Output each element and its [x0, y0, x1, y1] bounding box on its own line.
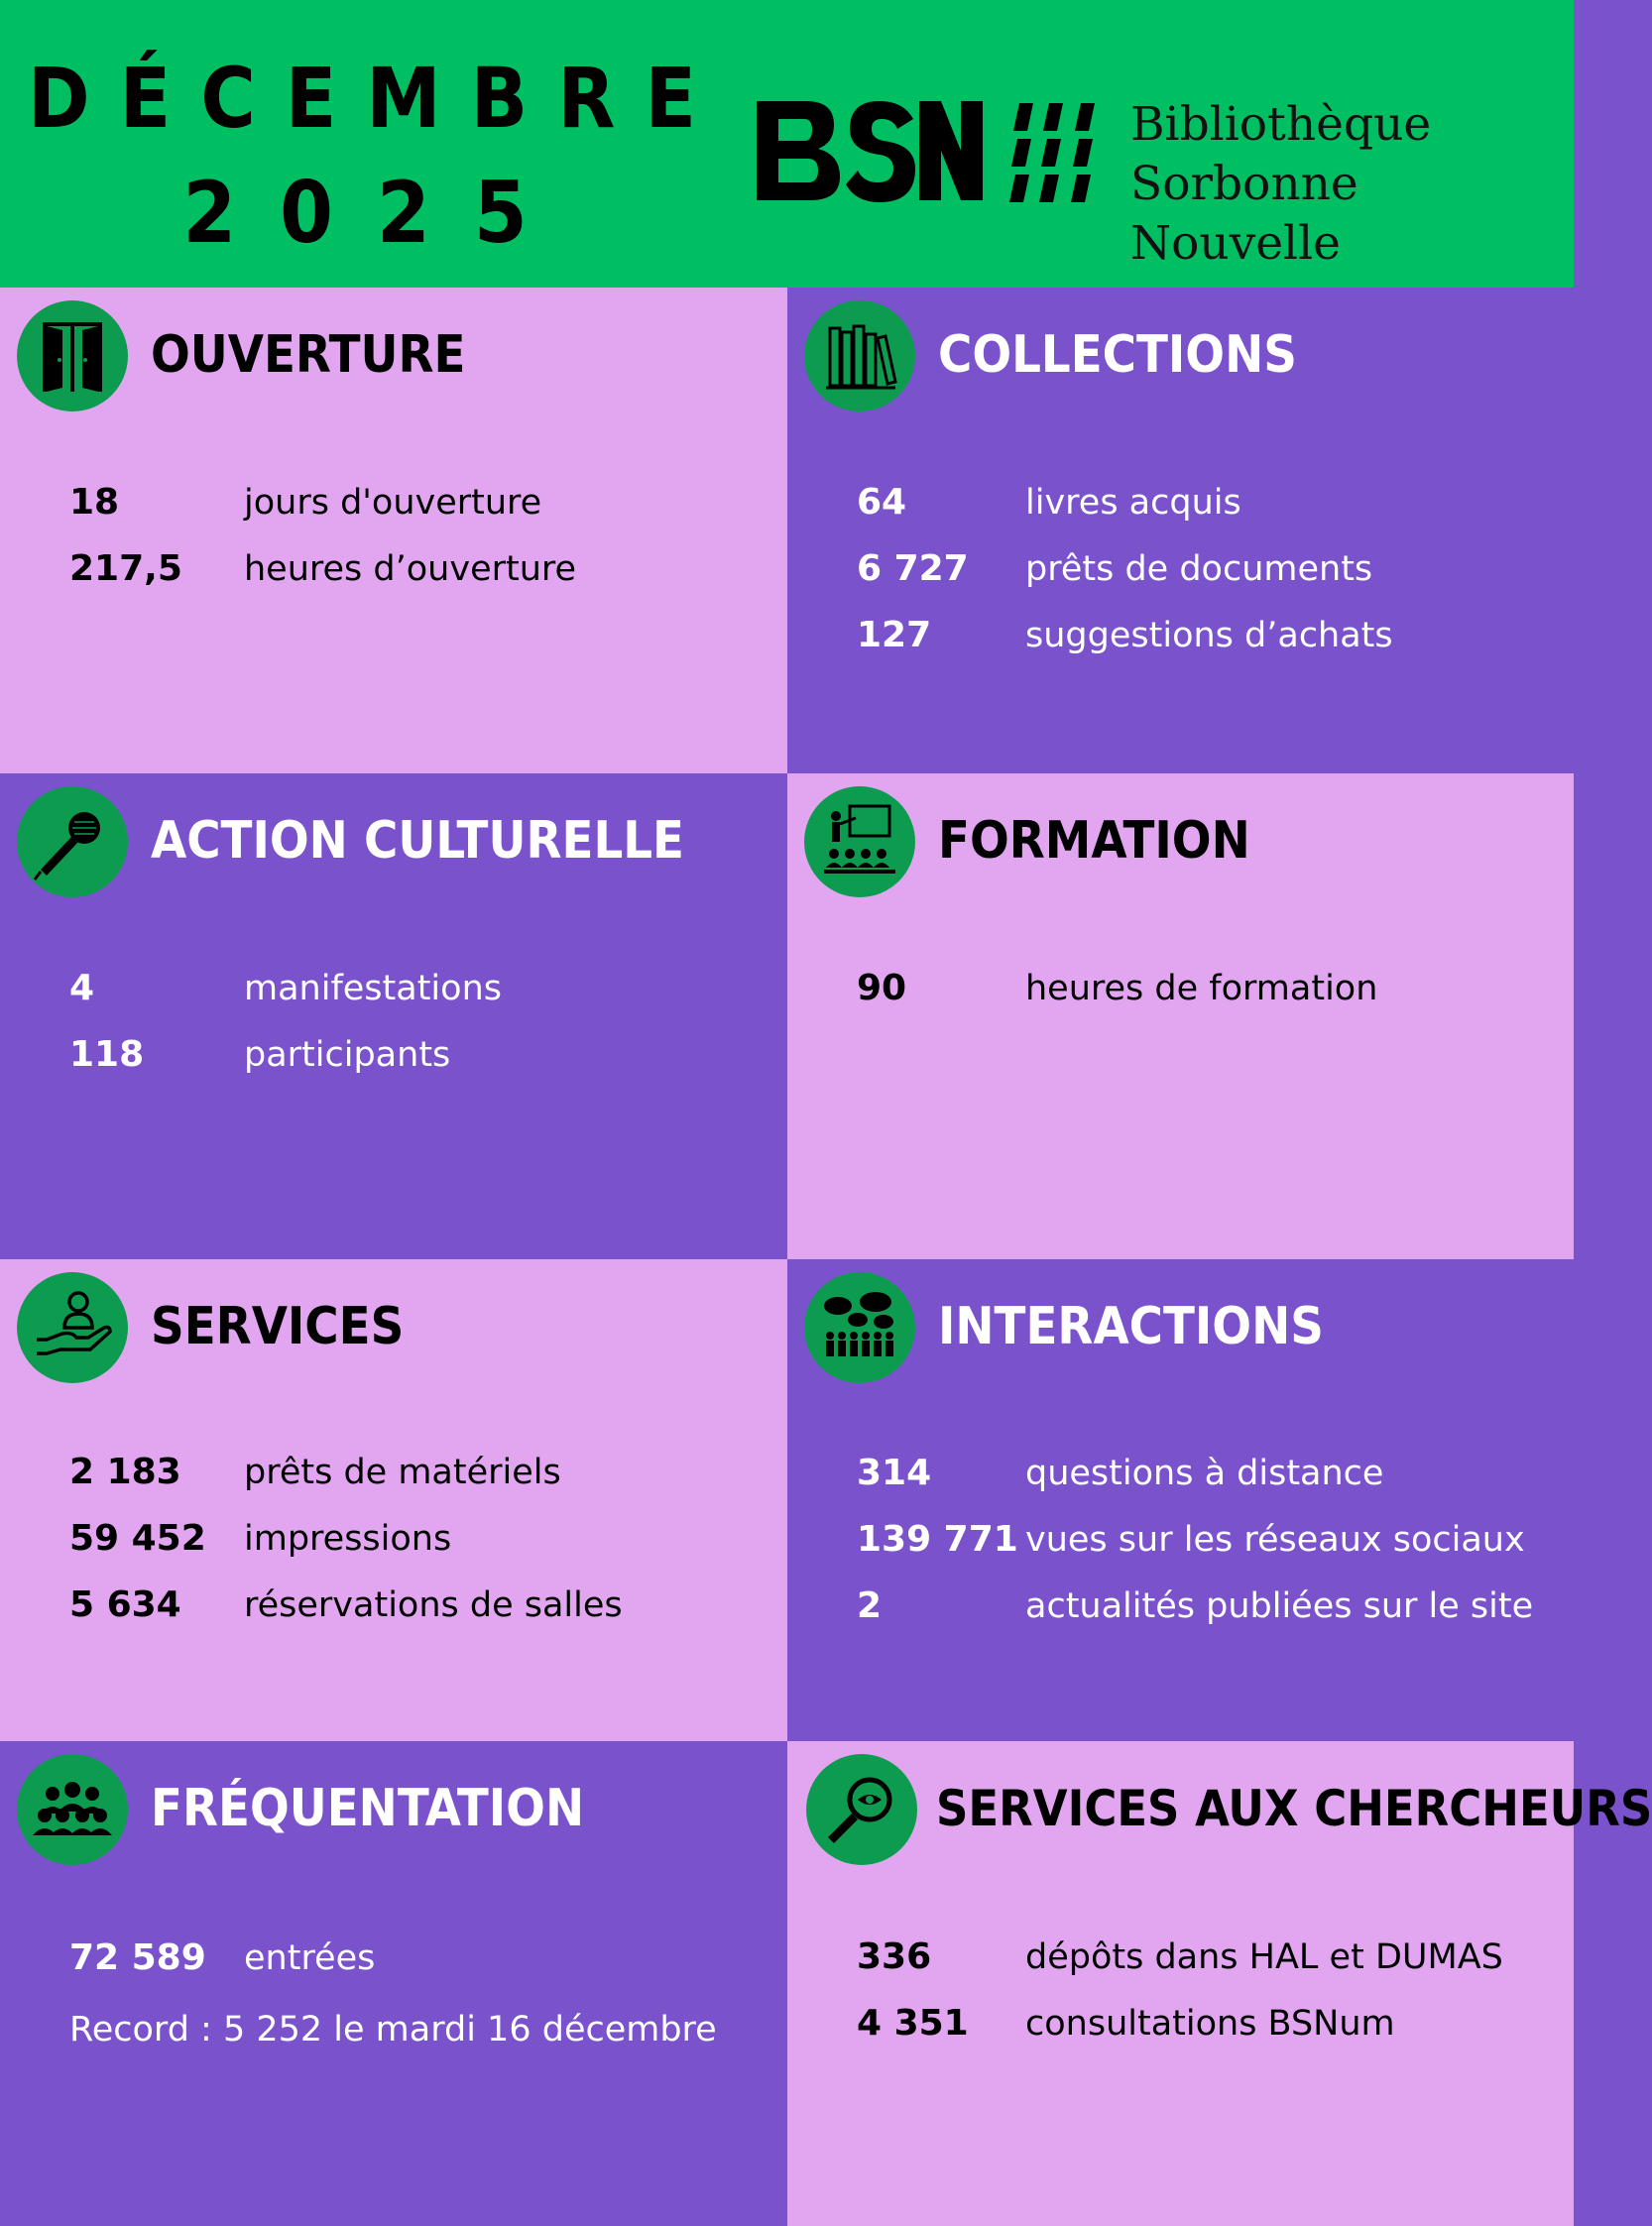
section-interactions	[787, 1259, 1574, 1745]
stat-row	[787, 539, 1575, 599]
section-collections	[787, 288, 1574, 773]
stat-value: 18	[69, 482, 120, 523]
stat-value: 4	[69, 968, 95, 1008]
stat-value: 72 589	[69, 1937, 206, 1978]
stat-value: 59 452	[69, 1518, 206, 1559]
stat-value: 2 183	[69, 1452, 181, 1492]
stat-label: livres acquis	[1025, 483, 1241, 523]
stat-label: consultations BSNum	[1025, 2004, 1395, 2044]
stat-row	[0, 1443, 787, 1502]
stat-label: prêts de documents	[1025, 549, 1373, 589]
stat-row	[787, 959, 1575, 1018]
stat-label: vues sur les réseaux sociaux	[1025, 1520, 1525, 1560]
logo-name-line1: Bibliothèque	[1130, 97, 1432, 152]
stat-value: 5 634	[69, 1584, 181, 1625]
section-services	[0, 1259, 787, 1745]
section-title: OUVERTURE	[151, 325, 466, 385]
crowd-icon	[17, 1754, 128, 1865]
stat-value: 127	[857, 615, 932, 655]
section-title: SERVICES AUX CHERCHEURS	[936, 1780, 1652, 1837]
stat-value: 336	[857, 1936, 932, 1977]
stat-value: 118	[69, 1034, 145, 1075]
stat-label: suggestions d’achats	[1025, 616, 1393, 655]
hand-person-icon	[17, 1272, 128, 1383]
section-services-chercheurs	[787, 1741, 1652, 2226]
stat-row	[0, 1509, 787, 1569]
section-title: FRÉQUENTATION	[151, 1779, 585, 1838]
stat-row	[787, 606, 1575, 665]
stat-row	[0, 1576, 787, 1635]
stat-row	[787, 1444, 1575, 1503]
stat-row	[0, 473, 787, 532]
stat-label: participants	[244, 1035, 451, 1075]
stat-label: dépôts dans HAL et DUMAS	[1025, 1937, 1503, 1977]
bsn-logo-mark	[749, 95, 987, 206]
stat-row	[787, 1994, 1575, 2053]
stat-label: entrées	[244, 1938, 376, 1978]
stat-row	[0, 1025, 787, 1085]
door-icon	[17, 300, 128, 411]
stat-label: prêts de matériels	[244, 1453, 561, 1492]
stat-label: jours d'ouverture	[244, 483, 542, 523]
stat-value: 139 771	[857, 1519, 1018, 1560]
stat-label: actualités publiées sur le site	[1025, 1586, 1534, 1626]
section-formation	[787, 773, 1574, 1259]
classroom-icon	[804, 786, 915, 897]
stat-value: 2	[857, 1585, 883, 1626]
stat-label: manifestations	[244, 969, 502, 1008]
stat-value: 64	[857, 482, 907, 523]
speech-crowd-icon	[804, 1272, 915, 1383]
stat-row	[0, 1929, 787, 1988]
stat-row	[787, 473, 1575, 532]
stat-label: questions à distance	[1025, 1454, 1384, 1493]
section-title: SERVICES	[151, 1297, 405, 1356]
section-title: ACTION CULTURELLE	[151, 811, 685, 871]
stat-row	[787, 1510, 1575, 1570]
stat-row	[0, 539, 787, 599]
section-action-culturelle	[0, 773, 787, 1259]
record-text: Record : 5 252 le mardi 16 décembre	[69, 2010, 717, 2050]
stat-row	[787, 1928, 1575, 1987]
header-banner	[0, 0, 1574, 288]
section-ouverture	[0, 288, 787, 773]
section-title: COLLECTIONS	[938, 325, 1297, 385]
logo-name-line2: Sorbonne Nouvelle	[1130, 157, 1358, 271]
logo-slashes-icon	[1011, 103, 1111, 202]
section-title: INTERACTIONS	[938, 1297, 1324, 1356]
stat-label: impressions	[244, 1519, 452, 1559]
stat-value: 217,5	[69, 548, 182, 589]
stat-label: heures de formation	[1025, 969, 1378, 1008]
stat-value: 90	[857, 968, 907, 1008]
logo-text	[1130, 95, 1574, 274]
section-title: FORMATION	[938, 811, 1250, 871]
stat-row	[787, 1577, 1575, 1636]
microphone-icon	[17, 786, 128, 897]
stat-value: 4 351	[857, 2003, 969, 2044]
stat-value: 314	[857, 1453, 932, 1493]
books-icon	[804, 300, 915, 411]
year-title: 2025	[182, 164, 571, 263]
magnifier-eye-icon	[806, 1754, 917, 1865]
stat-row	[0, 959, 787, 1018]
stat-value: 6 727	[857, 548, 969, 589]
section-frequentation	[0, 1741, 787, 2226]
stat-label: heures d’ouverture	[244, 549, 577, 589]
month-title: DÉCEMBRE	[27, 50, 727, 147]
stat-label: réservations de salles	[244, 1585, 623, 1625]
